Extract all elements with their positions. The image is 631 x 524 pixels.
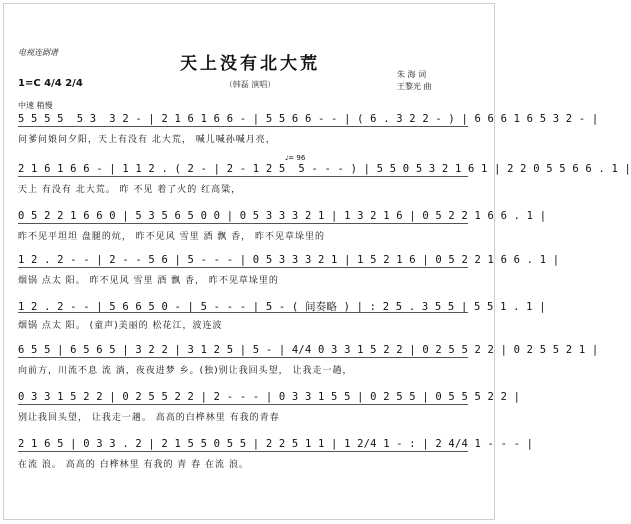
lyrics-line: 问爹问娘问夕阳，天上有没有 北大荒， 喊儿喊孙喊月亮， [18, 135, 276, 145]
beam-line [18, 126, 468, 127]
score-row-2 [14, 163, 631, 203]
key-signature: 1=C 4/4 2/4 [18, 78, 83, 89]
notation-line: 2 1 6 1 6 6 - | 1 1 2 . ( 2 - | 2 - 1 2 5 5 - - - ) | 5 5 0 5 3 2 1 6 1 | 2 2 0 5 5 6 6 . 1 | [18, 163, 631, 175]
lyrics-line: 昨不见平坦坦 盘腿的炕， 昨不见风 雪里 酒 飘 香， 昨不见草垛里的 [18, 232, 326, 242]
notation-line: 1 2 . 2 - - | 2 - - 5 6 | 5 - - - | 0 5 3 3 3 2 1 | 1 5 2 1 6 | 0 5 2 2 1 6 6 . 1 | [18, 254, 560, 266]
category-label: 电视连剧谱 [18, 48, 58, 57]
notation-line: 2 1 6 5 | 0 3 3 . 2 | 2 1 5 5 0 5 5 | 2 2 5 1 1 | 1 2/4 1 - : | 2 4/4 1 - - - | [18, 438, 534, 450]
lyricist-credit: 朱 海 词 [397, 70, 427, 79]
tempo-marking: 中速 稍慢 [18, 101, 53, 110]
singer-credit: （韩磊 演唱） [224, 80, 276, 89]
notation-line: 0 5 2 2 1 6 6 0 | 5 3 5 6 5 0 0 | 0 5 3 3 3 2 1 | 1 3 2 1 6 | 0 5 2 2 1 6 6 . 1 | [18, 210, 547, 222]
score-row-1 [14, 113, 599, 153]
beam-line [18, 451, 468, 452]
score-row-8 [14, 438, 534, 478]
beam-line [18, 357, 468, 358]
beam-line [18, 404, 468, 405]
lyrics-line: 烟锅 点太 阳。 (童声)美丽的 松花江，波连波 [18, 321, 223, 331]
notation-line: 5 5 5 5 5 3 3 2 - | 2 1 6 1 6 6 - | 5 5 6 6 - - | ( 6 . 3 2 2 - ) | 6 6 6 1 6 5 3 2 - | [18, 113, 599, 125]
metronome-marking: ♩= 96 [285, 154, 306, 162]
score-row-3 [14, 210, 547, 250]
composer-credit: 王黎光 曲 [397, 82, 432, 91]
beam-line [18, 223, 468, 224]
lyrics-line: 烟锅 点太 阳。 昨不见风 雪里 酒 飘 香， 昨不见草垛里的 [18, 276, 279, 286]
score-row-4 [14, 254, 560, 294]
song-title: 天上没有北大荒 [180, 54, 320, 74]
score-row-6 [14, 344, 599, 384]
notation-line: 0 3 3 1 5 2 2 | 0 2 5 5 2 2 | 2 - - - | 0 3 3 1 5 5 | 0 2 5 5 | 0 5 5 5 2 2 | [18, 391, 521, 403]
lyrics-line: 向前方，川流不息 流 淌，夜夜进梦 乡。(独)别让我回头望， 让我走一趟， [18, 366, 353, 376]
beam-line [18, 267, 468, 268]
lyrics-line: 在流 浪。 高高的 白桦林里 有我的 青 春 在流 浪。 [18, 460, 249, 470]
beam-line [18, 312, 468, 313]
score-row-5 [14, 299, 546, 339]
beam-line [18, 176, 468, 177]
lyrics-line: 天上 有没有 北大荒。 昨 不见 着了火的 红高粱， [18, 185, 242, 195]
score-row-7 [14, 391, 521, 431]
notation-line: 1 2 . 2 - - | 5 6 6 5 0 - | 5 - - - | 5 - ( 间奏略 ) | : 2 5 . 3 5 5 | 5 5 1 . 1 | [18, 301, 546, 313]
notation-line: 6 5 5 | 6 5 6 5 | 3 2 2 | 3 1 2 5 | 5 - | 4/4 0 3 3 1 5 2 2 | 0 2 5 5 2 2 | 0 2 5 5 2 1 | [18, 344, 599, 356]
lyrics-line: 别让我回头望， 让我走一趟。 高高的白桦林里 有我的青春 [18, 413, 280, 423]
